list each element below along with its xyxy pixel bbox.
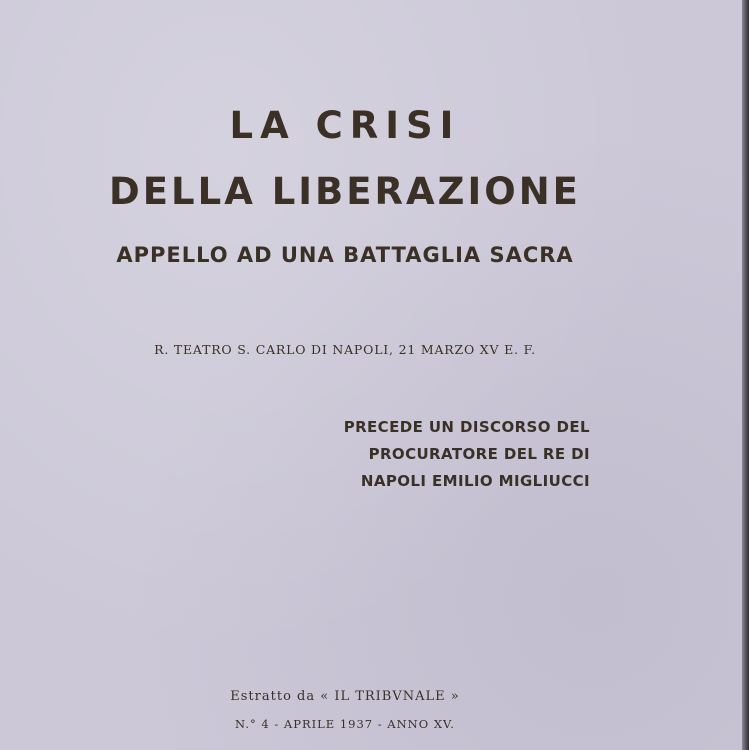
page-edge: [742, 0, 749, 750]
title-line-1: LA CRISI: [229, 104, 461, 147]
extract-line: Estratto da « IL TRIBVNALE »: [230, 689, 460, 704]
title-line-2: DELLA LIBERAZIONE: [109, 170, 581, 213]
preface-line-2: PROCURATORE DEL RE DI: [368, 445, 590, 463]
issue-line: N.° 4 - APRILE 1937 - ANNO XV.: [235, 717, 455, 731]
preface-line-3: NAPOLI EMILIO MIGLIUCCI: [360, 472, 590, 490]
preface-note: [300, 414, 590, 495]
venue-line: R. TEATRO S. CARLO DI NAPOLI, 21 MARZO XV E. F.: [154, 342, 536, 357]
preface-line-1: PRECEDE UN DISCORSO DEL: [343, 418, 590, 436]
subtitle: APPELLO AD UNA BATTAGLIA SACRA: [116, 243, 574, 267]
